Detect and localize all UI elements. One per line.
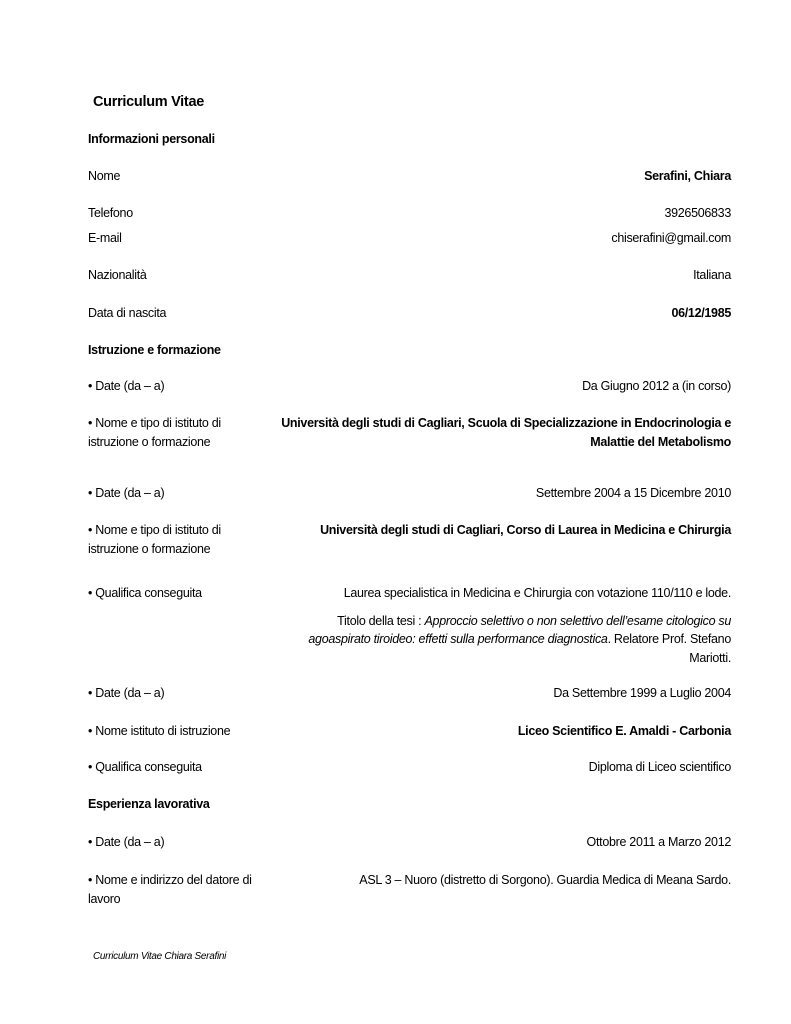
thesis-line-2 (308, 630, 731, 649)
edu3-date: Da Settembre 1999 a Luglio 2004 (553, 686, 731, 700)
edu1-inst-label: • Nome e tipo di istituto di (88, 416, 221, 430)
nationality-label: Nazionalità (88, 268, 147, 282)
section-heading-education: Istruzione e formazione (88, 343, 221, 357)
thesis-line-1 (337, 612, 731, 631)
edu1-inst-label-2: istruzione o formazione (88, 435, 211, 449)
edu3-inst-label: • Nome istituto di istruzione (88, 724, 231, 738)
thesis-prefix: Titolo della tesi : (337, 614, 425, 628)
work-employer-label: • Nome e indirizzo del datore di (88, 873, 252, 887)
work-date-label: • Date (da – a) (88, 835, 165, 849)
work-employer-label-2: lavoro (88, 892, 121, 906)
section-heading-work: Esperienza lavorativa (88, 797, 210, 811)
section-heading-personal: Informazioni personali (88, 132, 215, 146)
edu2-qualification: Laurea specialistica in Medicina e Chirurgia con votazione 110/110 e lode. (343, 586, 731, 600)
edu2-qual-label: • Qualifica conseguita (88, 586, 202, 600)
name-label: Nome (88, 169, 121, 183)
name-value: Serafini, Chiara (644, 169, 731, 183)
phone-label: Telefono (88, 206, 133, 220)
edu2-inst-label-2: istruzione o formazione (88, 542, 211, 556)
dob-value: 06/12/1985 (671, 306, 731, 320)
edu1-institution: Università degli studi di Cagliari, Scuola di Specializzazione in Endocrinologia e (281, 416, 731, 430)
edu3-qual-label: • Qualifica conseguita (88, 760, 202, 774)
edu3-date-label: • Date (da – a) (88, 686, 165, 700)
thesis-title-2: agoaspirato tiroideo: effetti sulla performance diagnostica (308, 632, 608, 646)
edu2-date: Settembre 2004 a 15 Dicembre 2010 (535, 486, 731, 500)
edu2-institution: Università degli studi di Cagliari, Corso di Laurea in Medicina e Chirurgia (320, 523, 731, 537)
edu3-qualification: Diploma di Liceo scientifico (588, 760, 731, 774)
edu2-inst-label: • Nome e tipo di istituto di (88, 523, 221, 537)
phone-value: 3926506833 (664, 206, 731, 220)
dob-label: Data di nascita (88, 306, 167, 320)
work-date: Ottobre 2011 a Marzo 2012 (586, 835, 731, 849)
edu1-date-label: • Date (da – a) (88, 379, 165, 393)
edu1-institution-2: Malattie del Metabolismo (590, 435, 731, 449)
edu3-institution: Liceo Scientifico E. Amaldi - Carbonia (517, 724, 731, 738)
edu2-date-label: • Date (da – a) (88, 486, 165, 500)
page-title: Curriculum Vitae (93, 94, 204, 110)
nationality-value: Italiana (693, 268, 731, 282)
email-value: chiserafini@gmail.com (611, 231, 731, 245)
thesis-title-1: Approccio selettivo o non selettivo dell’esame citologico su (424, 614, 731, 628)
edu1-date: Da Giugno 2012 a (in corso) (582, 379, 731, 393)
work-employer: ASL 3 – Nuoro (distretto di Sorgono). Guardia Medica di Meana Sardo. (359, 873, 731, 887)
email-label: E-mail (88, 231, 122, 245)
thesis-line-3: Mariotti. (689, 651, 731, 665)
page-footer: Curriculum Vitae Chiara Serafini (93, 951, 227, 962)
thesis-suffix: . Relatore Prof. Stefano (607, 632, 731, 646)
